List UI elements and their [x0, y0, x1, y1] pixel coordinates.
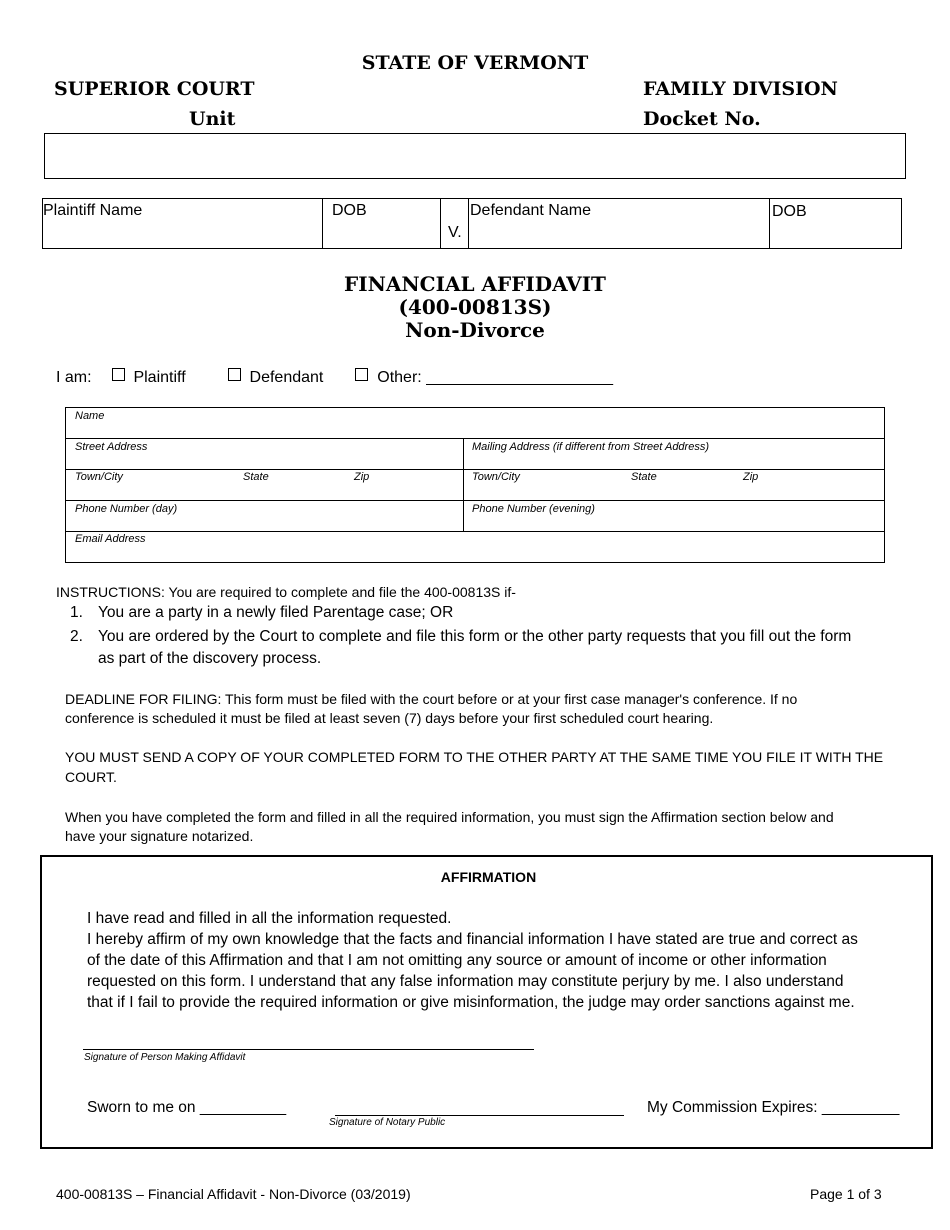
instruction-number-2: 2. — [70, 628, 83, 645]
plaintiff-checkbox[interactable] — [112, 368, 125, 381]
instructions-intro: INSTRUCTIONS: You are required to complete and file the 400-00813S if- — [56, 584, 516, 600]
parties-table — [42, 198, 902, 249]
affirmation-line-3: of the date of this Affirmation and that I am not omitting any source or amount of income or other information — [87, 952, 827, 969]
plaintiff-dob-field[interactable] — [332, 199, 440, 248]
form-subtitle: Non-Divorce — [405, 318, 545, 342]
defendant-option-label: Defendant — [249, 369, 324, 386]
contact-info-table — [65, 407, 885, 563]
defendant-name-label: Defendant Name — [470, 202, 591, 219]
notary-signature-line[interactable] — [335, 1115, 624, 1116]
plaintiff-option-label: Plaintiff — [133, 369, 186, 386]
versus-label: V. — [448, 224, 462, 241]
division-heading: FAMILY DIVISION — [643, 78, 838, 100]
unit-label: Unit — [189, 108, 236, 130]
town-label: Town/City — [75, 471, 123, 483]
versus-cell — [448, 199, 468, 248]
form-title: FINANCIAL AFFIDAVIT — [344, 272, 606, 296]
unit-docket-field[interactable] — [44, 133, 906, 179]
state-heading: STATE OF VERMONT — [361, 52, 589, 74]
zip-label: Zip — [354, 471, 370, 483]
mailing-town-label: Town/City — [472, 471, 520, 483]
mailing-state-label: State — [631, 471, 657, 483]
mailing-address-label: Mailing Address (if different from Street Address) — [472, 441, 709, 453]
role-label: I am: — [56, 369, 92, 386]
send-copy-line-1: YOU MUST SEND A COPY OF YOUR COMPLETED FORM TO THE OTHER PARTY AT THE SAME TIME YOU FILE IT WITH THE — [65, 749, 884, 765]
docket-label: Docket No. — [643, 108, 761, 130]
instruction-item-1: You are a party in a newly filed Parentage case; OR — [98, 604, 454, 621]
plaintiff-name-field[interactable] — [43, 199, 321, 248]
form-number: (400-00813S) — [398, 295, 552, 319]
deadline-line-1: DEADLINE FOR FILING: This form must be filed with the court before or at your first case manager's conference. If no — [65, 691, 798, 707]
other-blank[interactable]: _____________________ — [426, 369, 614, 386]
instruction-item-2-cont: as part of the discovery process. — [98, 650, 322, 667]
completion-line-1: When you have completed the form and filled in all the required information, you must sign the Affirmation section below and — [65, 809, 834, 825]
name-label: Name — [75, 410, 105, 422]
affirmation-box — [40, 855, 933, 1149]
notary-signature-caption: Signature of Notary Public — [329, 1117, 446, 1128]
affirmation-line-4: requested on this form. I understand that any false information may constitute perjury by me. I also understand — [87, 973, 844, 990]
defendant-checkbox[interactable] — [228, 368, 241, 381]
affirmation-line-1: I have read and filled in all the information requested. — [87, 910, 452, 927]
deadline-line-2: conference is scheduled it must be filed at least seven (7) days before your first scheduled court hearing. — [65, 710, 714, 726]
street-address-label: Street Address — [75, 441, 148, 453]
affirmation-title: AFFIRMATION — [440, 869, 537, 885]
defendant-dob-field[interactable] — [772, 199, 900, 248]
mailing-zip-label: Zip — [743, 471, 759, 483]
instruction-item-2: You are ordered by the Court to complete and file this form or the other party requests that you fill out the form — [98, 628, 852, 645]
sworn-date-field[interactable]: Sworn to me on __________ — [87, 1099, 287, 1116]
footer-form-id: 400-00813S – Financial Affidavit - Non-Divorce (03/2019) — [56, 1186, 411, 1202]
affiant-signature-caption: Signature of Person Making Affidavit — [84, 1052, 246, 1063]
completion-line-2: have your signature notarized. — [65, 828, 254, 844]
defendant-name-field[interactable] — [470, 199, 768, 248]
other-option-label: Other: — [377, 369, 422, 386]
affiant-signature-line[interactable] — [83, 1049, 534, 1050]
footer-page-number: Page 1 of 3 — [810, 1186, 882, 1202]
plaintiff-name-label: Plaintiff Name — [43, 202, 143, 219]
court-heading: SUPERIOR COURT — [54, 78, 255, 100]
role-selector — [56, 368, 613, 387]
phone-evening-label: Phone Number (evening) — [472, 503, 595, 515]
send-copy-line-2: COURT. — [65, 769, 117, 785]
state-label: State — [243, 471, 269, 483]
defendant-dob-label: DOB — [772, 203, 807, 220]
commission-expires-field[interactable]: My Commission Expires: _________ — [647, 1099, 900, 1116]
affirmation-line-2: I hereby affirm of my own knowledge that the facts and financial information I have stated are true and correct as — [87, 931, 858, 948]
plaintiff-dob-label: DOB — [332, 202, 367, 219]
affirmation-line-5: that if I fail to provide the required information or give misinformation, the judge may order sanctions against me. — [87, 994, 855, 1011]
phone-day-label: Phone Number (day) — [75, 503, 178, 515]
other-checkbox[interactable] — [355, 368, 368, 381]
instruction-number-1: 1. — [70, 604, 83, 621]
email-label: Email Address — [75, 533, 146, 545]
